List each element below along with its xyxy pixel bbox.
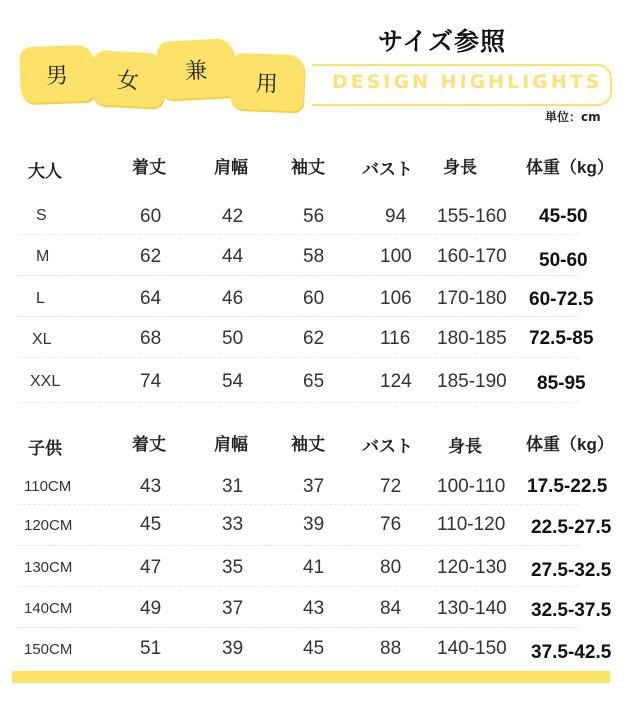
- adult-cell: 50: [222, 328, 244, 349]
- kids-header-category: 子供: [28, 439, 62, 458]
- row-divider: [18, 402, 578, 404]
- kids-size: 110CM: [24, 478, 72, 495]
- adult-size: L: [36, 290, 45, 307]
- unit-label: 単位：cm: [545, 110, 601, 124]
- design-highlights-text: DESIGN HIGHLIGHTS: [332, 71, 603, 93]
- adult-size: M: [36, 248, 50, 265]
- kids-weight: 37.5-42.5: [531, 642, 612, 663]
- adult-header-height: 身長: [443, 158, 477, 177]
- adult-cell: 124: [380, 371, 412, 392]
- adult-cell: 44: [222, 246, 244, 267]
- adult-cell: 42: [222, 206, 244, 227]
- kids-cell: 31: [222, 476, 244, 497]
- kids-weight: 32.5-37.5: [531, 600, 612, 621]
- row-divider: [18, 545, 578, 547]
- kids-header-height: 身長: [448, 437, 482, 456]
- row-divider: [18, 357, 578, 359]
- adult-weight: 85-95: [537, 373, 586, 394]
- kids-header-bust: バスト: [362, 437, 413, 456]
- kids-size: 140CM: [24, 600, 73, 617]
- kids-cell: 37: [222, 598, 244, 619]
- adult-cell: 106: [380, 288, 412, 309]
- adult-cell: 68: [140, 328, 162, 349]
- kids-cell: 39: [303, 514, 325, 535]
- row-divider: [18, 234, 578, 236]
- kids-cell: 45: [140, 514, 162, 535]
- badge-female: 女: [91, 50, 166, 108]
- adult-size: XL: [32, 331, 52, 348]
- adult-size: S: [36, 207, 47, 224]
- kids-header-length: 着丈: [132, 435, 166, 454]
- adult-cell: 62: [140, 246, 162, 267]
- kids-cell: 43: [303, 598, 325, 619]
- row-divider: [18, 504, 578, 506]
- adult-weight: 60-72.5: [529, 289, 594, 310]
- kids-cell: 35: [222, 557, 244, 578]
- kids-size: 120CM: [24, 517, 73, 534]
- adult-cell: 54: [222, 371, 244, 392]
- kids-weight: 22.5-27.5: [531, 517, 612, 538]
- adult-cell: 56: [303, 206, 325, 227]
- adult-cell: 100: [380, 246, 412, 267]
- adult-cell: 160-170: [437, 246, 507, 267]
- row-divider: [18, 586, 578, 588]
- kids-cell: 51: [140, 638, 162, 659]
- kids-header-sleeve: 袖丈: [291, 435, 325, 454]
- kids-cell: 37: [303, 476, 325, 497]
- adult-header-category: 大人: [28, 162, 62, 181]
- adult-cell: 155-160: [437, 206, 507, 227]
- badge-use: 用: [229, 53, 305, 112]
- kids-cell: 100-110: [437, 476, 506, 497]
- adult-cell: 185-190: [437, 371, 507, 392]
- kids-weight: 17.5-22.5: [527, 476, 608, 497]
- adult-cell: 116: [380, 328, 411, 349]
- kids-cell: 47: [140, 557, 162, 578]
- kids-header-weight: 体重（kg）: [526, 435, 614, 454]
- adult-header-sleeve: 袖丈: [291, 158, 325, 177]
- adult-header-length: 着丈: [132, 158, 166, 177]
- kids-cell: 72: [380, 476, 402, 497]
- adult-cell: 62: [303, 328, 325, 349]
- kids-cell: 41: [303, 557, 325, 578]
- adult-cell: 180-185: [437, 328, 507, 349]
- adult-header-weight: 体重（kg）: [526, 158, 614, 177]
- adult-header-bust: バスト: [362, 160, 413, 179]
- kids-cell: 45: [303, 638, 325, 659]
- adult-cell: 60: [140, 206, 162, 227]
- adult-weight: 72.5-85: [529, 328, 594, 349]
- kids-cell: 130-140: [437, 598, 507, 619]
- adult-cell: 65: [303, 371, 325, 392]
- kids-cell: 140-150: [437, 638, 507, 659]
- row-divider: [18, 275, 578, 277]
- adult-header-shoulder: 肩幅: [214, 158, 248, 177]
- kids-cell: 80: [380, 557, 402, 578]
- adult-cell: 94: [385, 206, 407, 227]
- kids-cell: 76: [380, 514, 402, 535]
- kids-cell: 110-120: [437, 514, 506, 535]
- kids-header-shoulder: 肩幅: [214, 435, 248, 454]
- kids-cell: 49: [140, 598, 162, 619]
- row-divider: [18, 316, 578, 318]
- badge-both: 兼: [157, 38, 236, 100]
- kids-cell: 88: [380, 638, 402, 659]
- kids-cell: 84: [380, 598, 402, 619]
- row-divider: [18, 627, 578, 629]
- adult-cell: 64: [140, 288, 162, 309]
- kids-cell: 43: [140, 476, 162, 497]
- kids-size: 150CM: [24, 641, 73, 658]
- adult-cell: 170-180: [437, 288, 507, 309]
- adult-weight: 50-60: [539, 250, 588, 271]
- adult-cell: 46: [222, 288, 244, 309]
- kids-weight: 27.5-32.5: [531, 560, 612, 581]
- adult-cell: 58: [303, 246, 325, 267]
- kids-cell: 33: [222, 514, 244, 535]
- bottom-accent-bar: [12, 671, 610, 683]
- kids-cell: 39: [222, 638, 244, 659]
- kids-cell: 120-130: [437, 557, 507, 578]
- kids-size: 130CM: [24, 559, 73, 576]
- adult-weight: 45-50: [539, 206, 588, 227]
- adult-cell: 74: [140, 371, 162, 392]
- page-title: サイズ参照: [378, 27, 507, 56]
- adult-size: XXL: [30, 373, 61, 390]
- badge-male: 男: [19, 45, 95, 104]
- adult-cell: 60: [303, 288, 325, 309]
